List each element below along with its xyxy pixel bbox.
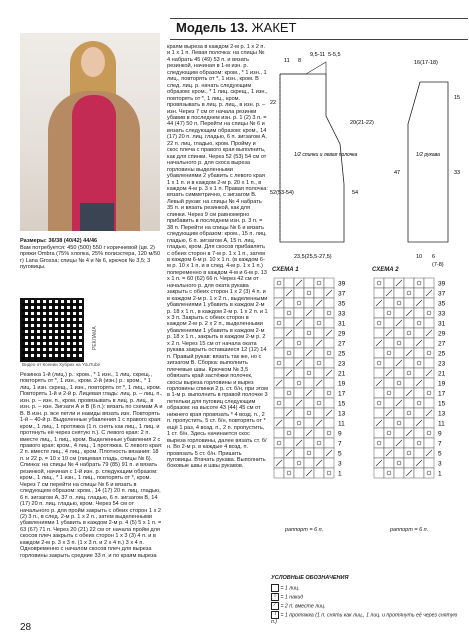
grid-cell bbox=[294, 378, 304, 388]
grid-cell bbox=[374, 318, 384, 328]
grid-cell bbox=[374, 348, 384, 358]
row-number: 19 bbox=[338, 380, 346, 388]
grid-cell bbox=[274, 388, 284, 398]
grid-cell bbox=[314, 318, 324, 328]
grid-cell bbox=[424, 278, 434, 288]
grid-cell bbox=[424, 298, 434, 308]
grid-cell bbox=[314, 448, 324, 458]
grid-cell bbox=[304, 328, 314, 338]
grid-cell bbox=[324, 278, 334, 288]
grid-cell bbox=[324, 308, 334, 318]
grid-cell bbox=[314, 388, 324, 398]
grid-cell bbox=[394, 348, 404, 358]
grid-cell bbox=[414, 388, 424, 398]
grid-cell bbox=[394, 298, 404, 308]
row-number: 31 bbox=[438, 320, 446, 328]
ad-label: РЕКЛАМА bbox=[92, 326, 98, 350]
measure-label: 54 bbox=[352, 190, 359, 196]
row-number: 5 bbox=[338, 450, 342, 458]
grid-cell bbox=[284, 458, 294, 468]
grid-cell bbox=[374, 428, 384, 438]
grid-cell bbox=[414, 428, 424, 438]
grid-cell bbox=[404, 378, 414, 388]
grid-cell bbox=[274, 398, 284, 408]
row-number: 17 bbox=[338, 390, 346, 398]
grid-cell bbox=[284, 428, 294, 438]
row-number: 5 bbox=[438, 450, 442, 458]
grid-cell bbox=[314, 278, 324, 288]
grid-cell bbox=[384, 388, 394, 398]
grid-cell bbox=[404, 278, 414, 288]
model-label: Модель 13. bbox=[176, 20, 249, 35]
grid-cell bbox=[274, 358, 284, 368]
grid-cell bbox=[314, 428, 324, 438]
grid-cell bbox=[274, 328, 284, 338]
grid-cell bbox=[414, 448, 424, 458]
grid-cell bbox=[314, 288, 324, 298]
grid-cell bbox=[274, 408, 284, 418]
grid-cell bbox=[394, 388, 404, 398]
row-number: 25 bbox=[338, 350, 346, 358]
back-panel-label: 1/2 спинки и левая полочка bbox=[294, 152, 358, 158]
row-number: 7 bbox=[438, 440, 442, 448]
grid-cell bbox=[284, 388, 294, 398]
grid-cell bbox=[384, 438, 394, 448]
grid-cell bbox=[274, 318, 284, 328]
grid-cell bbox=[294, 348, 304, 358]
grid-cell bbox=[324, 298, 334, 308]
grid-cell bbox=[424, 418, 434, 428]
grid-cell bbox=[394, 338, 404, 348]
grid-cell bbox=[284, 438, 294, 448]
model-photo bbox=[20, 33, 160, 231]
grid-cell bbox=[384, 348, 394, 358]
grid-cell bbox=[424, 468, 434, 478]
measure-label: 23,5(25,5-27,5) bbox=[294, 254, 332, 260]
legend-text: = 1 протяжка (1 п. снять как лиц., 1 лиц. и протянуть её через снятую п.) bbox=[271, 612, 458, 625]
row-number: 9 bbox=[338, 430, 342, 438]
grid-cell bbox=[274, 348, 284, 358]
grid-cell bbox=[394, 418, 404, 428]
row-number: 27 bbox=[338, 340, 346, 348]
grid-cell bbox=[284, 398, 294, 408]
grid-cell bbox=[404, 438, 414, 448]
grid-cell bbox=[304, 458, 314, 468]
scheme-a-repeat: раппорт = 6 п. bbox=[285, 527, 324, 533]
grid-cell bbox=[274, 308, 284, 318]
grid-cell bbox=[324, 418, 334, 428]
jeans-illustration bbox=[80, 203, 114, 231]
legend-text: = 1 накид bbox=[280, 594, 304, 601]
grid-cell bbox=[324, 358, 334, 368]
grid-cell bbox=[374, 278, 384, 288]
grid-cell bbox=[374, 398, 384, 408]
sleeve-panel-label: 1/2 рукава bbox=[416, 152, 440, 158]
grid-cell bbox=[314, 468, 324, 478]
grid-cell bbox=[414, 308, 424, 318]
measure-label: 8 bbox=[298, 58, 302, 64]
grid-cell bbox=[414, 398, 424, 408]
measure-label: 22 bbox=[270, 100, 277, 106]
grid-cell bbox=[304, 298, 314, 308]
grid-cell bbox=[324, 428, 334, 438]
legend-text: = 2 п. вместе лиц. bbox=[280, 603, 326, 610]
row-number: 23 bbox=[438, 360, 446, 368]
row-number: 29 bbox=[438, 330, 446, 338]
grid-cell bbox=[314, 358, 324, 368]
grid-cell bbox=[274, 428, 284, 438]
legend-text: = 1 лиц. bbox=[280, 585, 300, 592]
row-number: 33 bbox=[338, 310, 346, 318]
grid-cell bbox=[414, 288, 424, 298]
measure-label: 9,5-11 bbox=[310, 52, 326, 58]
grid-cell bbox=[314, 408, 324, 418]
grid-cell bbox=[304, 378, 314, 388]
row-number: 21 bbox=[338, 370, 346, 378]
grid-cell bbox=[424, 388, 434, 398]
row-number: 9 bbox=[438, 430, 442, 438]
row-number: 13 bbox=[338, 410, 346, 418]
grid-cell bbox=[404, 408, 414, 418]
grid-cell bbox=[374, 308, 384, 318]
grid-cell bbox=[384, 428, 394, 438]
row-number: 35 bbox=[438, 300, 446, 308]
grid-cell bbox=[294, 428, 304, 438]
model-name: ЖАКЕТ bbox=[251, 20, 297, 35]
grid-cell bbox=[414, 438, 424, 448]
grid-cell bbox=[304, 278, 314, 288]
instructions-text: Резинка 1-й (лиц.) р.: кром., * 1 изн., 1 лиц. скрещ., повторять от *, 1 изн., кром. 2-й (изн.) р.: кром., * 1 лиц. 1 изн. скрещ., 1 изн., повторять от *, 1 лиц., кром. Повторять 1-й и 2-й р. Лицевая гладь: лиц. р. – лиц. п., изн. р. – изн. п., кром. провязывать в лиц. р. лиц., в изн. р. – изн. Зигзаги А и В (6 п.): вязать по схемам А и В. В изн. р. все петли и накиды вязать изн. Повторять 1-й – 40-й р. Выделенные убавления 1 с правого края: кром., 1 лиц., 1 протяжка (1 п. снять как лиц., 1 лиц. и протянуть её через снятую п.). С левого края: 2 п. вместе лиц., 1 лиц., кром. Выделенные убавления 2 с правого края: кром., 4 лиц., 1 протяжка. С левого края: 2 п. вместе лиц., 4 лиц., кром. Плотность вязания: 18 п. и 22 р. = 10 х 10 см (лицевая гладь, спицы № 6). Спинка: на спицы № 4 набрать 79 (85) 91 п. и вязать резинкой, начиная с 1-й изн. р. следующим образом: кром., 1 лиц., * 1 изн., 1 лиц., повторять от *, кром. Через 7 см перейти на спицы № 6 и вязать в следующем образом: кром., 14 (17) 20 п. лиц. гладью, 6 п. зигзагом А, 37 п. лиц. гладью, 6 п. зигзагом В, 14 (17) 20 п. лиц. гладью, кром. Через 54 см от начального р. для пройм закрыть с обеих сторон 1 х 2 (2) 3 п., в след. 2-м р. 1 х 2 п., затем выделенными убавлениями 1 убавить в каждом 2-м р. 4 (5) 5 х 1 п. = 63 (67) 71 п. Через 20 (21) 22 см от начала пройм для скосов плеч закрыть с обеих сторон 1 х 3 (3) 4 п. и в каждом 2-м р. 3 х 3 п. (1 х 3 п. и 2 х 4 п.) 3 х 4 п. Одновременно с началом скосов плеч для выреза горловины закрыть средние 33 п. и по краям выреза bbox=[20, 372, 163, 559]
materials-text: Вам потребуется: 450 (500) 550 г коричневой (цв. 2) пряжи Ombra (75% хлопка, 25% полиэстера, 120 м/50 г) Lana Grossa; спицы № 4 и № 6, крючок № 3,5; 3 пуговицы. bbox=[20, 245, 161, 271]
grid-cell bbox=[284, 468, 294, 478]
grid-cell bbox=[284, 418, 294, 428]
grid-cell bbox=[384, 398, 394, 408]
row-number: 7 bbox=[338, 440, 342, 448]
grid-cell bbox=[294, 308, 304, 318]
row-number: 15 bbox=[338, 400, 346, 408]
grid-cell bbox=[274, 368, 284, 378]
grid-cell bbox=[384, 468, 394, 478]
grid-cell bbox=[414, 348, 424, 358]
grid-cell bbox=[394, 288, 404, 298]
grid-cell bbox=[314, 398, 324, 408]
row-number: 37 bbox=[338, 290, 346, 298]
legend-item-k2tog: ⁄ = 2 п. вместе лиц. bbox=[271, 602, 325, 610]
grid-cell bbox=[374, 368, 384, 378]
row-number: 25 bbox=[438, 350, 446, 358]
grid-cell bbox=[424, 428, 434, 438]
grid-cell bbox=[414, 468, 424, 478]
row-number: 17 bbox=[438, 390, 446, 398]
grid-cell bbox=[424, 348, 434, 358]
grid-cell bbox=[304, 368, 314, 378]
grid-cell bbox=[394, 368, 404, 378]
scheme-b-repeat: раппорт = 6 п. bbox=[390, 527, 429, 533]
grid-cell bbox=[314, 328, 324, 338]
grid-cell bbox=[404, 298, 414, 308]
measure-label: 47 bbox=[394, 170, 401, 176]
grid-cell bbox=[284, 278, 294, 288]
grid-cell bbox=[384, 298, 394, 308]
grid-cell bbox=[274, 468, 284, 478]
grid-cell bbox=[324, 468, 334, 478]
row-number: 39 bbox=[438, 280, 446, 288]
grid-cell bbox=[314, 438, 324, 448]
grid-cell bbox=[384, 418, 394, 428]
grid-cell bbox=[394, 408, 404, 418]
row-number: 3 bbox=[438, 460, 442, 468]
row-number: 21 bbox=[438, 370, 446, 378]
grid-cell bbox=[374, 358, 384, 368]
row-number: 23 bbox=[338, 360, 346, 368]
grid-cell bbox=[304, 408, 314, 418]
grid-cell bbox=[304, 418, 314, 428]
back-pattern-outline bbox=[280, 74, 344, 242]
grid-cell bbox=[374, 468, 384, 478]
grid-cell bbox=[394, 448, 404, 458]
grid-cell bbox=[374, 438, 384, 448]
row-number: 1 bbox=[438, 470, 442, 478]
row-number: 27 bbox=[438, 340, 446, 348]
legend-item-ssk: ∖ = 1 протяжка (1 п. снять как лиц., 1 лиц. и протянуть её через снятую п.) bbox=[271, 611, 458, 625]
grid-cell bbox=[304, 438, 314, 448]
grid-cell bbox=[424, 378, 434, 388]
row-number: 11 bbox=[338, 420, 345, 428]
row-number: 3 bbox=[338, 460, 342, 468]
legend-title: УСЛОВНЫЕ ОБОЗНАЧЕНИЯ bbox=[271, 575, 349, 581]
grid-cell bbox=[384, 338, 394, 348]
grid-cell bbox=[374, 448, 384, 458]
grid-cell bbox=[394, 328, 404, 338]
row-number: 35 bbox=[338, 300, 346, 308]
grid-cell bbox=[324, 348, 334, 358]
grid-cell bbox=[274, 278, 284, 288]
grid-cell bbox=[374, 328, 384, 338]
grid-cell bbox=[424, 438, 434, 448]
grid-cell bbox=[294, 288, 304, 298]
model-face bbox=[81, 47, 105, 77]
grid-cell bbox=[304, 338, 314, 348]
grid-cell bbox=[304, 318, 314, 328]
row-number: 39 bbox=[338, 280, 346, 288]
row-number: 13 bbox=[438, 410, 446, 418]
grid-cell bbox=[284, 378, 294, 388]
grid-cell bbox=[394, 468, 404, 478]
grid-cell bbox=[424, 308, 434, 318]
grid-cell bbox=[384, 278, 394, 288]
legend-item-knit bbox=[271, 584, 299, 592]
page-number: 28 bbox=[20, 622, 32, 633]
grid-cell bbox=[384, 318, 394, 328]
grid-cell bbox=[294, 298, 304, 308]
grid-cell bbox=[284, 308, 294, 318]
grid-cell bbox=[294, 408, 304, 418]
grid-cell bbox=[324, 458, 334, 468]
grid-cell bbox=[304, 398, 314, 408]
grid-cell bbox=[294, 468, 304, 478]
row-number: 31 bbox=[338, 320, 346, 328]
scheme-a-title: СХЕМА 1 bbox=[272, 267, 299, 273]
grid-cell bbox=[284, 298, 294, 308]
measure-labels bbox=[270, 52, 460, 268]
measure-label: 5-5,5 bbox=[328, 52, 341, 58]
measure-label: 16(17-18) bbox=[414, 60, 438, 66]
grid-cell bbox=[304, 448, 314, 458]
grid-cell bbox=[324, 378, 334, 388]
scheme-b-grid bbox=[372, 276, 462, 488]
grid-cell bbox=[404, 288, 414, 298]
grid-cell bbox=[374, 408, 384, 418]
grid-cell bbox=[294, 458, 304, 468]
measure-label: (7-8) bbox=[432, 262, 444, 268]
grid-cell bbox=[424, 338, 434, 348]
measure-label: 33 bbox=[454, 170, 461, 176]
row-number: 19 bbox=[438, 380, 446, 388]
grid-cell bbox=[374, 288, 384, 298]
measure-label: 6 bbox=[432, 254, 436, 260]
grid-cell bbox=[324, 398, 334, 408]
grid-cell bbox=[294, 448, 304, 458]
grid-cell bbox=[294, 368, 304, 378]
grid-cell bbox=[284, 358, 294, 368]
scheme-a-grid bbox=[272, 276, 362, 488]
grid-cell bbox=[274, 448, 284, 458]
grid-cell bbox=[414, 278, 424, 288]
grid-cell bbox=[324, 338, 334, 348]
grid-cell bbox=[324, 438, 334, 448]
grid-cell bbox=[404, 358, 414, 368]
grid-cell bbox=[414, 328, 424, 338]
instructions-continued: краям выреза в каждом 2-м р. 1 х 2 п. и 1 х 1 п. Левая полочка: на спицы № 4 набрать 45 (49) 53 п. и вязать резинкой, начиная в 1-м изн. р. следующим образом: кром., * 1 изн., 1 лиц., повторять от *, 1 изн., кром. В след. лиц. р. начать следующим образом: кром., * 1 лиц. скрещ., 1 изн., повторять от *, 1 лиц., кром. провязывать в лиц. р. лиц., в изн. р. – изн. Через 7 см от начала резинки убавив в последнем изн. р. 1 (2) 3 п. = 44 (47) 50 п. Перейти на спицы № 6 и вязать следующим образом: кром., 14 (17) 20 п. лиц. гладью, 6 п. зигзагом А, 22 п. лиц. гладью, кром. Пройму и скос плеча с правого края выполнить, как для спинки. Через 52 (53) 54 см от начального р. для скоса выреза горловины выделенными убавлениями 2 убавить с левого края 1 х 1 п. и в каждом 2-м р. 20 х 1 п., в каждом 4-м р. 3 х 1 п. Правая полочка: вязать симметрично, с зигзагом В. Левый рукав: на спицы № 4 набрать 35 п. и вязать резинкой, как для спинки. Через 9 см равномерно прибавить в последнем изн. р. 3 п. = 38 п. Перейти на спицы № 6 и вязать следующим образом: кром., 15 п. лиц. гладью, 6 п. зигзагом А, 15 п. лиц. гладью, кром. Для скосов прибавлять с обеих сторон в 7-м р. 1 х 1 п., затем в каждом 6-м р. 10 х 1 п. (в каждом 6-м р. 10 х 1 п. и в след. 4-м р. 1 х 1 п.) попеременно в каждом 4-м и 6-м р. 13 х 1 п. = 60 (62) 66 п. Через 42 см от начального р. для оката рукава закрыть с обеих сторон 1 х 2 (3) 4 п. и в каждом 2-м р. 1 х 2 п., выделенными убавлениями 1 убавить в каждом 2-м р. 18 х 1 п., в каждом 2-м р. 1 х 2 п. и 1 х 3 п. Закрыть с обеих сторон в каждом 2-м р. 2 х 2 п., выделенными убавлениями 1 убавить в каждом 2-м р. 18 х 1 п., закрыть в каждом 2-м р. 2 х 2 п. Через 15 см от начала оката рукава закрыть оставшиеся 12 (12) 14 п. Правый рукав: вязать так же, но с зигзагом В. Сборка: выполнить плечевые швы. Крючком № 3,5 обвязать край застёжки полочек, скосы выреза горловины и вырез горловины спинки 2 р. ст. б/н, при этом в 1-м р. выполнить в правой полочке 3 петельки для пуговиц следующим образом: на высоте 43 (44) 45 см от нижнего края провязать * 4 возд. п., 2 п. пропустить, 5 ст. б/н, повторять от * ещё 1 раз, 4 возд. п., 2 п. пропустить, 1 ст. б/н. Здесь начинается скос выреза горловины, далее вязать ст. б/н. Во 2-м р. в каждые 4 возд. п. провязать 5 ст. б/н. Пришить пуговицы. Втачать рукава. Выполнить боковые швы и швы рукавов. bbox=[167, 44, 268, 470]
row-number: 37 bbox=[438, 290, 446, 298]
grid-cell bbox=[394, 378, 404, 388]
row-number: 33 bbox=[438, 310, 446, 318]
grid-cell bbox=[414, 408, 424, 418]
row-number: 1 bbox=[338, 470, 342, 478]
grid-cell bbox=[404, 418, 414, 428]
grid-cell bbox=[294, 338, 304, 348]
grid-cell bbox=[414, 358, 424, 368]
grid-cell bbox=[414, 368, 424, 378]
grid-cell bbox=[284, 338, 294, 348]
measure-label: 11 bbox=[284, 58, 290, 64]
grid-cell bbox=[384, 458, 394, 468]
grid-cell bbox=[384, 358, 394, 368]
grid-cell bbox=[324, 318, 334, 328]
measure-label: 15 bbox=[454, 95, 461, 101]
grid-cell bbox=[304, 288, 314, 298]
pattern-drawings bbox=[270, 44, 469, 274]
grid-cell bbox=[314, 368, 324, 378]
grid-cell bbox=[314, 348, 324, 358]
grid-cell bbox=[284, 318, 294, 328]
grid-cell bbox=[384, 378, 394, 388]
grid-cell bbox=[404, 398, 414, 408]
sizes-line: Размеры: 36/38 (40/42) 44/46 bbox=[20, 238, 98, 244]
legend-item-yarnover: ○ = 1 накид bbox=[271, 593, 303, 601]
grid-cell bbox=[314, 308, 324, 318]
measure-label: 52(53-54) bbox=[270, 190, 294, 196]
grid-cell bbox=[414, 318, 424, 328]
grid-cell bbox=[424, 398, 434, 408]
grid-cell bbox=[424, 318, 434, 328]
grid-cell bbox=[294, 328, 304, 338]
grid-cell bbox=[384, 308, 394, 318]
grid-cell bbox=[404, 318, 414, 328]
scheme-b-title: СХЕМА 2 bbox=[372, 267, 399, 273]
grid-cell bbox=[294, 388, 304, 398]
grid-cell bbox=[394, 428, 404, 438]
page-title bbox=[176, 20, 297, 35]
grid-cell bbox=[404, 458, 414, 468]
grid-cell bbox=[404, 368, 414, 378]
measure-label: 10 bbox=[416, 254, 423, 260]
grid-cell bbox=[394, 458, 404, 468]
grid-cell bbox=[294, 418, 304, 428]
row-number: 15 bbox=[438, 400, 446, 408]
grid-cell bbox=[274, 438, 284, 448]
qr-code[interactable] bbox=[20, 298, 84, 362]
row-number: 29 bbox=[338, 330, 346, 338]
grid-cell bbox=[404, 338, 414, 348]
grid-cell bbox=[284, 348, 294, 358]
grid-cell bbox=[424, 358, 434, 368]
grid-cell bbox=[274, 288, 284, 298]
qr-caption: Видео от Ксении Хубрих на YouTube bbox=[22, 362, 101, 367]
sleeve-pattern-outline bbox=[408, 82, 448, 242]
measure-label: 20(21-22) bbox=[350, 120, 374, 126]
row-number: 11 bbox=[438, 420, 445, 428]
grid-cell bbox=[404, 448, 414, 458]
grid-cell bbox=[374, 388, 384, 398]
grid-cell bbox=[394, 308, 404, 318]
grid-cell bbox=[404, 328, 414, 338]
grid-cell bbox=[424, 458, 434, 468]
grid-cell bbox=[304, 358, 314, 368]
grid-cell bbox=[324, 388, 334, 398]
